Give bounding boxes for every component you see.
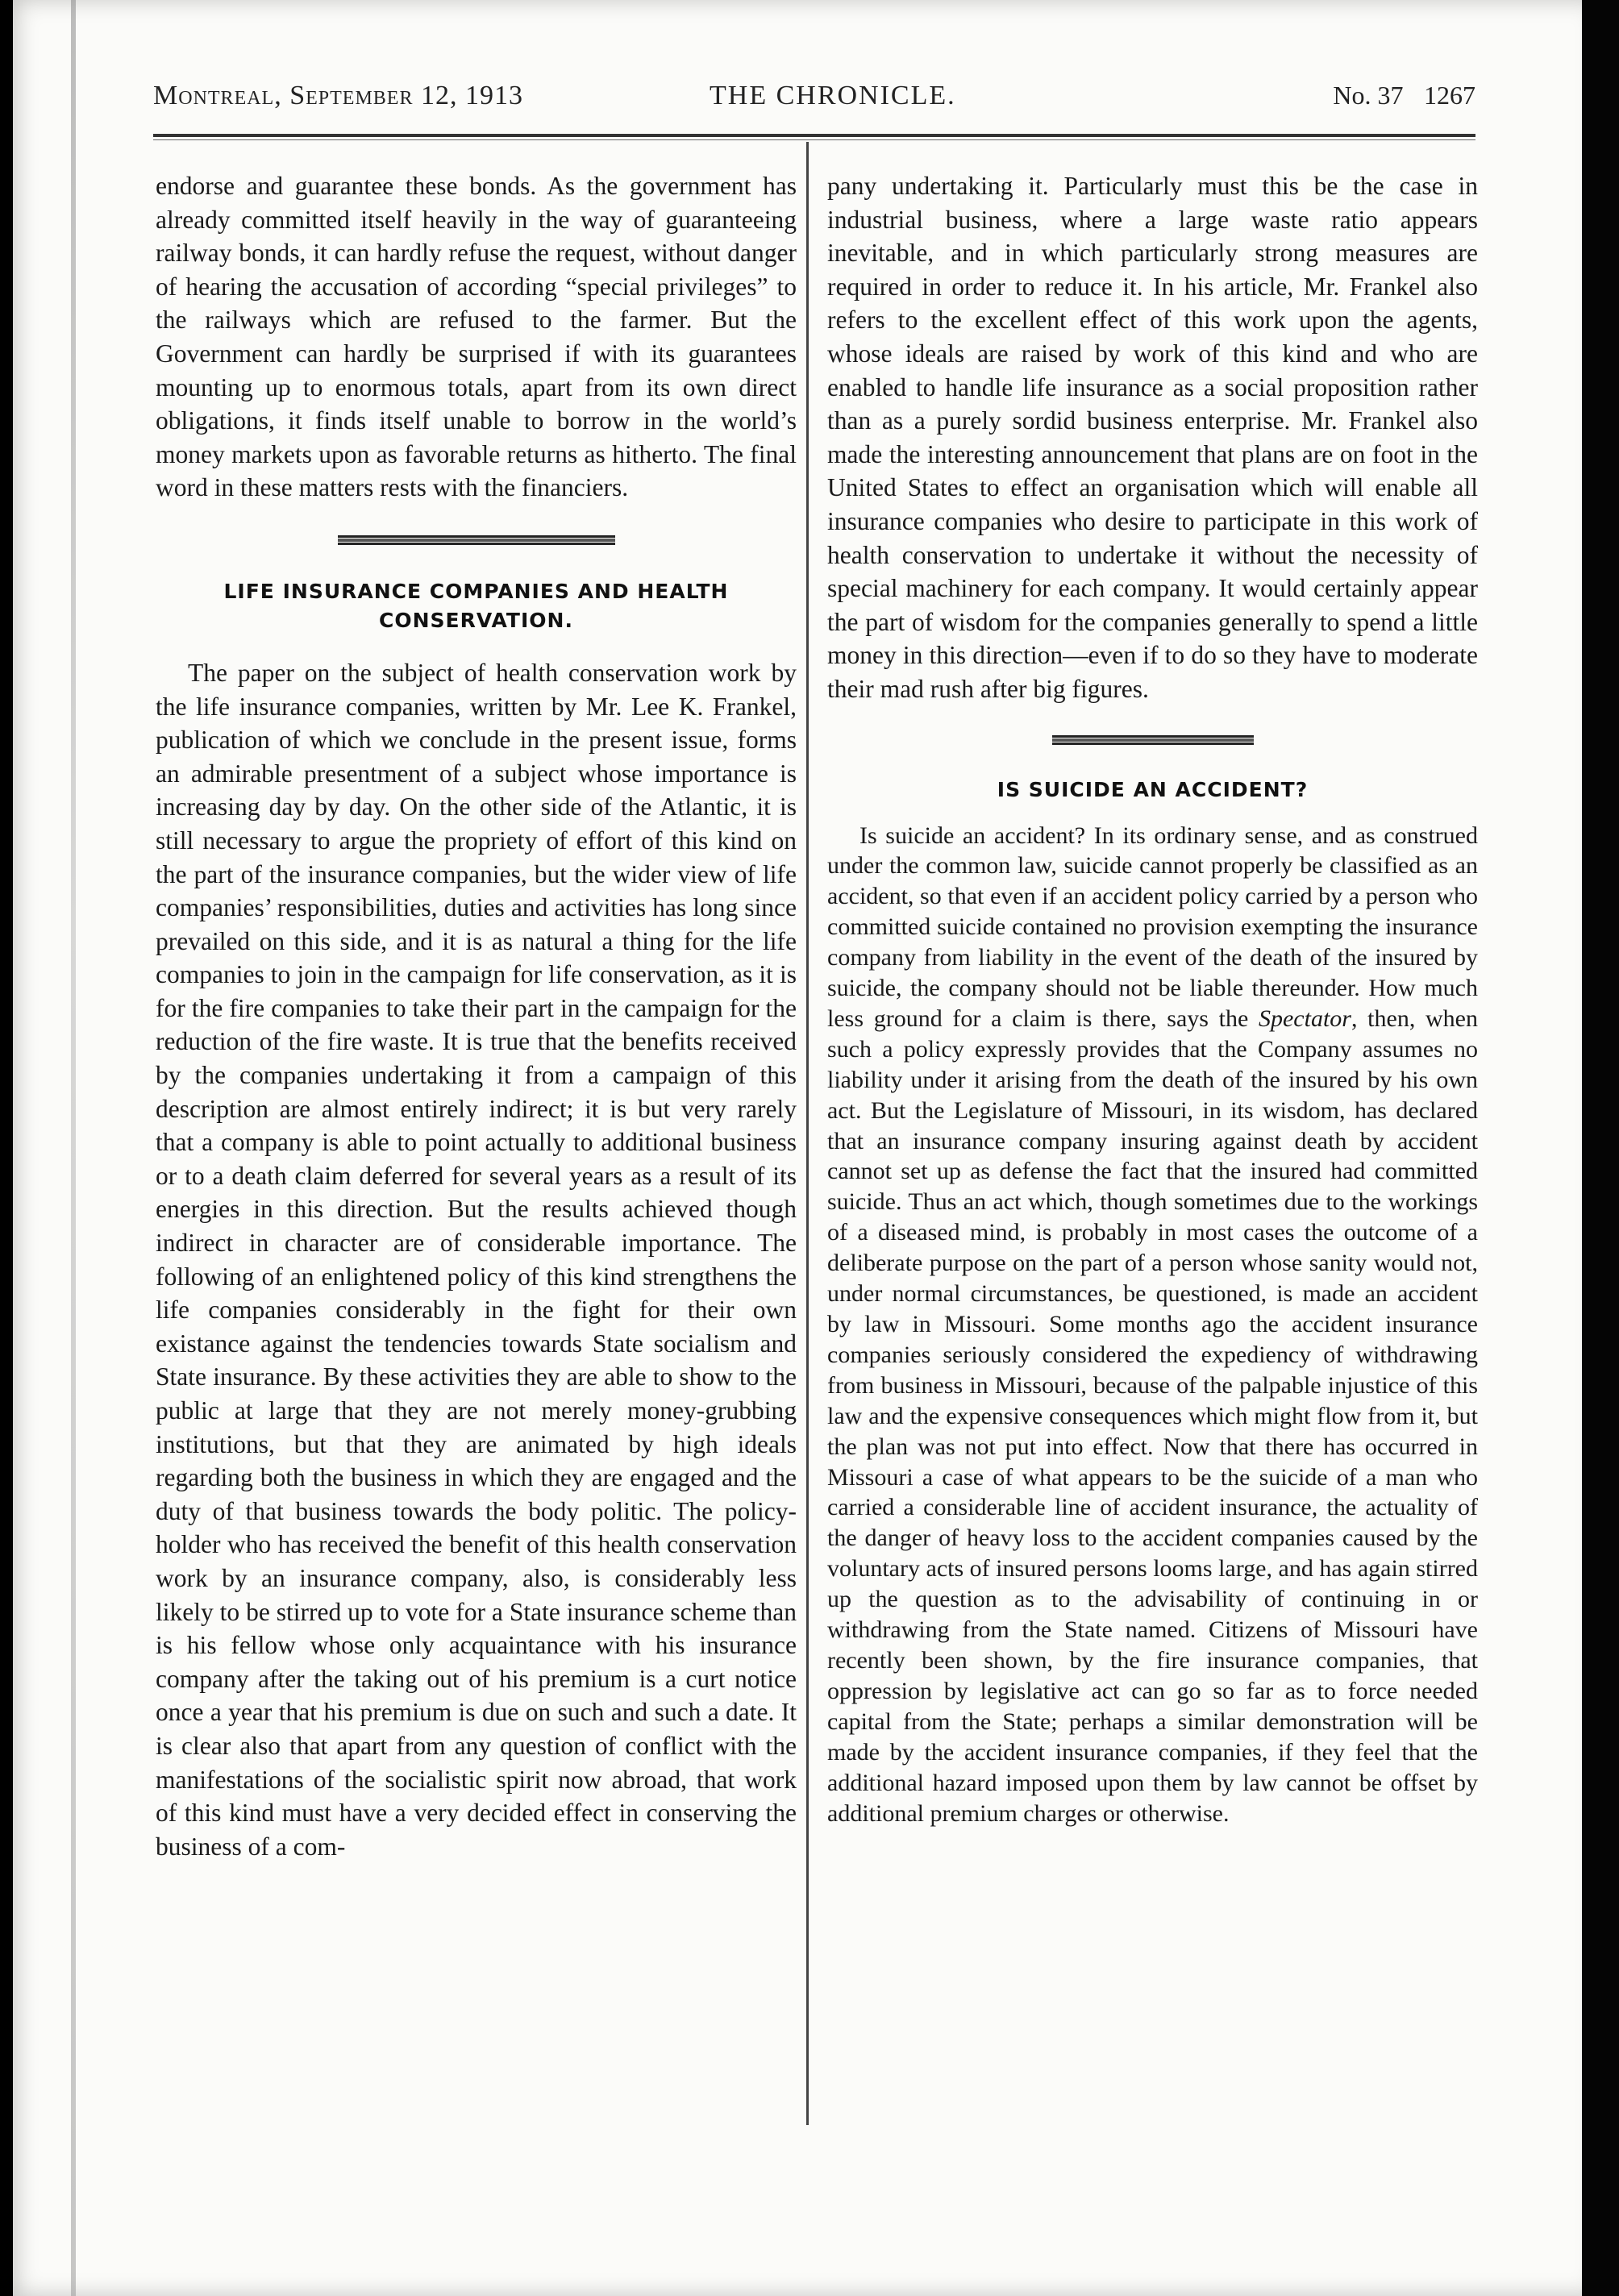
left-column bbox=[156, 169, 797, 1863]
column-divider bbox=[806, 142, 809, 2125]
issue-number: No. 37 bbox=[1333, 81, 1404, 110]
continued-paragraph: pany undertaking it. Particularly must this be the case in industrial business, where a large waste ratio appears inevitable, and in which particularly strong measures are required in order to reduce it. In his article, Mr. Frankel also refers to the excellent effect of this work upon the agents, whose ideals are raised by work of this kind and who are enabled to handle life insurance as a social proposition rather than as a purely sordid business enterprise. Mr. Frankel also made the interesting announcement that plans are on foot in the United States to effect an organisation which will enable all insurance companies who desire to participate in this work of health conservation to undertake it without the necessity of special machinery for each company. It would certainly appear the part of wisdom for the companies generally to spend a little money in this direction—even if to do so they have to moderate their mad rush after big figures. bbox=[827, 172, 1478, 703]
body-text: , then, when such a policy expressly provides that the Company assumes no liability under it arising from the death of the insured by his own act. But the Legislature of Missouri, in its wisdom, has declared that an insurance company insuring against death by accident cannot set up as defense the fact that the insured had committed suicide. Thus an act which, though sometimes due to the workings of a diseased mind, is probably in most cases the outcome of a deliberate purpose on the part of a person whose sanity would not, under normal circumstances, be questioned, is made an accident by law in Missouri. Some months ago the accident insurance companies seriously considered the expediency of withdrawing from business in Missouri, because of the palpable injustice of this law and the expensive consequences which might flow from it, but the plan was not put into effect. Now that there has occurred in Missouri a case of what appears to be the suicide of a man who carried a considerable line of accident insurance, the actuality of the danger of heavy loss to the accident companies caused by the voluntary acts of insured persons looms large, and has again stirred up the question as to the advisability of continuing in or withdrawing from the State named. Citizens of Missouri have recently been shown, by the fire insurance companies, that oppression by legislative act can go so far as to force needed capital from the State; perhaps a similar demonstration will be made by the accident insurance companies, if they feel that the additional hazard imposed upon them by law cannot be offset by additional premium charges or otherwise. bbox=[827, 1004, 1478, 1827]
article-body bbox=[827, 821, 1478, 1829]
continued-paragraph: endorse and guarantee these bonds. As the government has already committed itself heavily in the way of guaranteeing railway bonds, it can hardly refuse the request, without danger of hearing the accusation of according “special privileges” to the railways which are refused to the farmer. But the Government can hardly be surprised if with its guarantees mounting up to enormous totals, apart from its own direct obligations, it finds itself unable to borrow in the world’s money markets upon as favorable returns as hitherto. The final word in these matters rests with the financiers. bbox=[156, 172, 797, 502]
header-rule bbox=[153, 134, 1475, 140]
scan-edge bbox=[0, 0, 13, 2296]
issue-and-page bbox=[1282, 81, 1475, 111]
binding-shadow bbox=[71, 0, 76, 2296]
body-text: Is suicide an accident? In its ordinary sense, and as construed under the common law, suicide cannot properly be classified as an accident, so that even if an accident policy carried by a person who committed suicide contained no provision exempting the insurance company from liability in the event of the death of the insured by suicide, the company should not be liable thereunder. How much less ground for a claim is there, says the bbox=[827, 821, 1478, 1032]
article-body: The paper on the subject of health conservation work by the life insurance companies, written by Mr. Lee K. Frankel, publication of which we conclude in the present issue, forms an admirable presentment of a subject whose importance is increasing day by day. On the other side of the Atlantic, it is still necessary to argue the propriety of effort of this kind on the part of the insurance companies, but the wider view of life companies’ responsibilities, duties and activities has long since prevailed on this side, and it is as natural a thing for the life companies to join in the campaign for life conservation, as it is for the fire companies to take their part in the campaign for the reduction of the fire waste. It is true that the benefits received by the companies undertaking it from a campaign of this description are almost entirely indirect; it is but very rarely that a company is able to point actually to additional business or to a death claim deferred for several years as a result of its energies in this direction. But the results achieved though indirect in character are of considerable importance. The following of an enlightened policy of this kind strengthens the life companies considerably in the fight for their own existance against the tendencies towards State socialism and State insurance. By these activities they are able to show to the public at large that they are not merely money-grubbing institutions, but that they are animated by high ideals regarding both the business in which they are engaged and the duty of that business towards the body politic. The policy-holder who has received the benefit of this health conservation work by an insurance company, also, is considerably less likely to be stirred up to vote for a State insurance scheme than is his fellow whose only acquaintance with his insurance company after the taking out of his premium is a curt notice once a year that his premium is due on such and such a date. It is clear also that apart from any question of conflict with the manifestations of the socialistic spirit now abroad, that work of this kind must have a very decided effect in conserving the business of a com- bbox=[156, 658, 797, 1861]
right-column bbox=[827, 169, 1478, 1828]
masthead-title: THE CHRONICLE. bbox=[710, 81, 956, 110]
page-number: 1267 bbox=[1424, 81, 1475, 110]
article-headline: IS SUICIDE AN ACCIDENT? bbox=[997, 777, 1309, 801]
dateline: Montreal, September 12, 1913 bbox=[153, 81, 523, 110]
publication-name: Spectator bbox=[1258, 1004, 1351, 1032]
article-separator bbox=[338, 535, 615, 547]
page-header bbox=[153, 81, 1475, 129]
article-separator bbox=[1052, 735, 1254, 747]
article-headline: LIFE INSURANCE COMPANIES AND HEALTH CONSERVATION. bbox=[223, 579, 729, 632]
